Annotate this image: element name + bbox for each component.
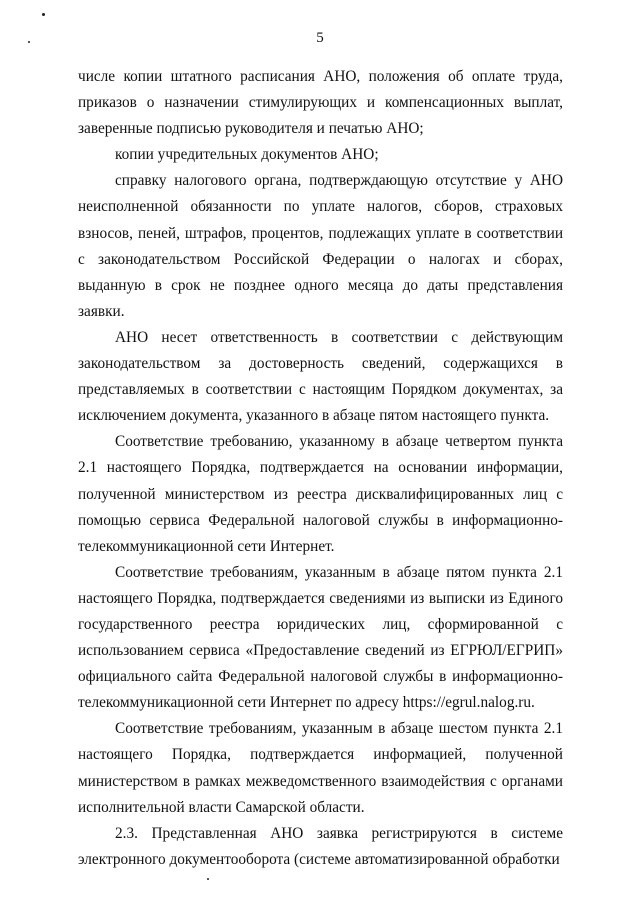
paragraph: АНО несет ответственность в соответствии с действующим законодательством за достоверность сведений, содержащихся в представляемых в соответствии с настоящим Порядком документах, за исключением документа, указанного в абзаце пятом настоящего пункта. (78, 328, 563, 425)
paragraph-section-2-3: 2.3. Представленная АНО заявка регистрируются в системе электронного документооборота (системе автоматизированной обработки (78, 824, 563, 868)
paragraph: копии учредительных документов АНО; (115, 146, 379, 164)
document-body (78, 64, 563, 873)
paragraph-continued: числе копии штатного расписания АНО, положения об оплате труда, приказов о назначении стимулирующих и компенсационных выплат, заверенные подписью руководителя и печатью АНО; (78, 68, 563, 138)
paragraph: справку налогового органа, подтверждающую отсутствие у АНО неисполненной обязанности по уплате налогов, сборов, страховых взносов, пеней, штрафов, процентов, подлежащих уплате в соответствии с законодательством Российской Федерации о налогах и сборах, выданную в срок не позднее одного месяца до даты представления заявки. (78, 172, 563, 320)
paragraph: Соответствие требованиям, указанным в абзаце пятом пункта 2.1 настоящего Порядка, подтверждается сведениями из выписки из Единого государственного реестра юридических лиц, сформированной с использованием сервиса «Предоставление сведений из ЕГРЮЛ/ЕГРИП» официального сайта Федеральной налоговой службы в информационно-телекоммуникационной сети Интернет по адресу https://egrul.nalog.ru. (78, 563, 563, 712)
paragraph: Соответствие требованиям, указанным в абзаце шестом пункта 2.1 настоящего Порядка, подтверждается информацией, полученной министерством в рамках межведомственного взаимодействия с органами исполнительной власти Самарской области. (78, 720, 563, 816)
scan-speck (207, 878, 209, 880)
page-number: 5 (316, 30, 324, 46)
scan-speck (42, 13, 45, 16)
paragraph: Соответствие требованию, указанному в абзаце четвертом пункта 2.1 настоящего Порядка, подтверждается на основании информации, полученной министерством из реестра дисквалифицированных лиц с помощью сервиса Федеральной налоговой службы в информационно-телекоммуникационной сети Интернет. (78, 433, 563, 555)
